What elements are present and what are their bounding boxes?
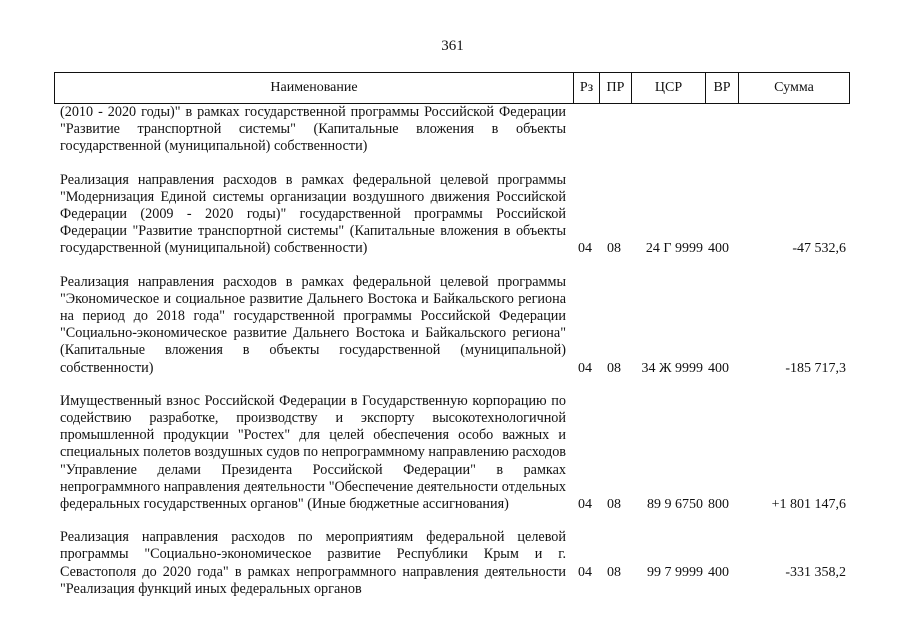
row-sum: -47 532,6 bbox=[792, 241, 846, 257]
row-rz: 04 bbox=[578, 497, 592, 513]
table-body bbox=[54, 104, 850, 598]
row-name: Реализация направления расходов по мероприятиям федеральной целевой программы "Социально-экономическое развитие Республики Крым и г. Севастополя до 2020 года" в рамках непрограммного направления деятельности "Реализация функций иных федеральных органов bbox=[60, 529, 566, 597]
row-vr: 400 bbox=[708, 564, 729, 580]
row-rz: 04 bbox=[578, 564, 592, 580]
table-row bbox=[54, 274, 850, 377]
budget-table bbox=[54, 72, 850, 598]
table-row bbox=[54, 104, 850, 156]
row-name: Имущественный взнос Российской Федерации в Государственную корпорацию по содействию разработке, производству и экспорту высокотехнологичной промышленной продукции "Ростех" для целей обеспечения особо важных и специальных полетов воздушных судов по непрограммному направлению расходов "Управление делами Президента Российской Федерации" в рамках непрограммного направления деятельности "Обеспечение деятельности отдельных федеральных государственных органов" (Иные бюджетные ассигнования) bbox=[60, 392, 567, 513]
row-sum: +1 801 147,6 bbox=[771, 497, 846, 513]
row-sum: -331 358,2 bbox=[785, 564, 846, 580]
table-header bbox=[54, 72, 850, 104]
row-csr: 89 9 6750 bbox=[647, 497, 703, 513]
header-rz: Рз bbox=[574, 73, 600, 103]
row-csr: 24 Г 9999 bbox=[645, 241, 703, 257]
row-rz: 04 bbox=[578, 241, 592, 257]
page-number: 361 bbox=[441, 38, 464, 54]
row-vr: 400 bbox=[708, 241, 729, 257]
row-vr: 400 bbox=[708, 360, 729, 376]
row-pr: 08 bbox=[607, 360, 621, 376]
header-csr: ЦСР bbox=[632, 73, 706, 103]
row-name: Реализация направления расходов в рамках федеральной целевой программы "Модернизация Единой системы организации воздушного движения Российской Федерации (2009 - 2020 годы)" государственной программы Российской Федерации "Развитие транспортной системы" (Капитальные вложения в объекты государственной (муниципальной) собственности) bbox=[60, 171, 566, 257]
header-sum: Сумма bbox=[774, 80, 814, 95]
row-rz: 04 bbox=[578, 360, 592, 376]
row-name: (2010 - 2020 годы)" в рамках государственной программы Российской Федерации "Развитие транспортной системы" (Капитальные вложения в объекты государственной (муниципальной) собственности) bbox=[60, 104, 566, 155]
row-csr: 99 7 9999 bbox=[647, 564, 703, 580]
row-sum: -185 717,3 bbox=[785, 360, 846, 376]
header-pr: ПР bbox=[600, 73, 632, 103]
row-pr: 08 bbox=[607, 241, 621, 257]
row-csr: 34 Ж 9999 bbox=[641, 360, 703, 376]
row-name: Реализация направления расходов в рамках федеральной целевой программы "Экономическое и социальное развитие Дальнего Востока и Байкальского региона на период до 2018 года" государственной программы Российской Федерации "Социально-экономическое развитие Дальнего Востока и Байкальского региона" (Капитальные вложения в объекты государственной (муниципальной) собственности) bbox=[60, 273, 566, 376]
row-pr: 08 bbox=[607, 564, 621, 580]
header-vr: ВР bbox=[706, 73, 739, 103]
row-pr: 08 bbox=[607, 497, 621, 513]
table-row bbox=[54, 529, 850, 598]
row-vr: 800 bbox=[708, 497, 729, 513]
header-name: Наименование bbox=[55, 73, 574, 103]
table-row bbox=[54, 393, 850, 513]
table-row bbox=[54, 172, 850, 258]
